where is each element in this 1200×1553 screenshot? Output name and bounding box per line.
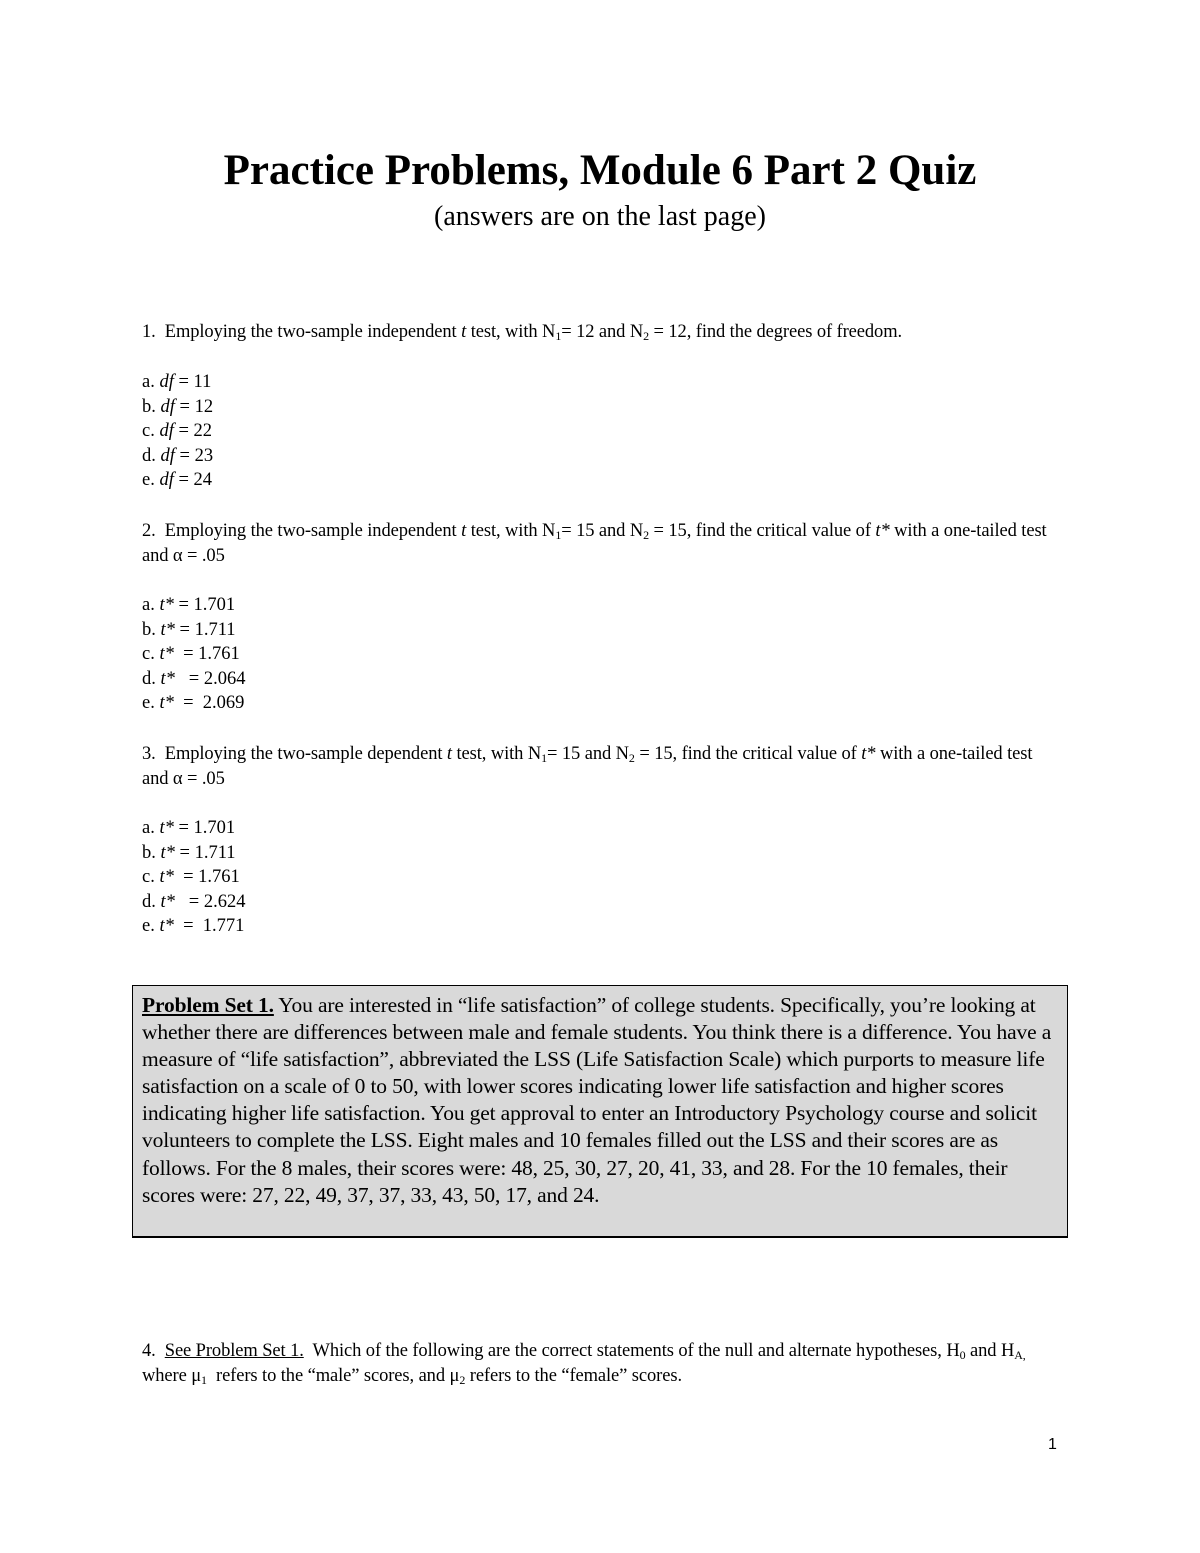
page-title: Practice Problems, Module 6 Part 2 Quiz [223, 147, 977, 194]
question-3: 3. Employing the two-sample dependent t test, with $N_1= 15$ and $N_2 = 15$, find the critical value of t* with a one-tailed test and α = .05 [142, 744, 1033, 789]
option-variable: df [159, 470, 174, 491]
option-value: = 1.701 [173, 818, 236, 838]
option-variable: df [159, 372, 174, 392]
option-variable: t* [159, 916, 174, 937]
question-number: 1. [142, 322, 156, 342]
problem-set-reference: See Problem Set 1. [164, 1341, 304, 1361]
page-subtitle: (answers are on the last page) [434, 201, 766, 232]
option-letter: b. [142, 842, 156, 863]
option-value: = 1.771 [173, 916, 245, 937]
option-variable: t* [160, 619, 175, 640]
problem-set-box [132, 985, 1068, 1238]
question-2-options [142, 593, 245, 716]
option-letter: d. [142, 668, 156, 689]
option-value: = 1.761 [173, 867, 240, 888]
answer-option [142, 667, 245, 692]
option-letter: d. [142, 445, 156, 466]
option-variable: df [159, 421, 174, 442]
answer-option [142, 890, 245, 915]
option-letter: e. [142, 916, 155, 937]
option-value: = 22 [173, 421, 213, 442]
answer-option [142, 419, 213, 444]
question-number: 2. [142, 521, 156, 541]
option-letter: c. [142, 644, 155, 665]
question-number: 4. [142, 1341, 156, 1361]
option-value: = 2.624 [174, 891, 246, 912]
option-variable: t* [159, 595, 174, 615]
option-letter: e. [142, 693, 155, 714]
question-3-options [142, 816, 245, 939]
option-value: = 1.711 [174, 619, 236, 640]
option-value: = 12 [174, 396, 214, 417]
option-variable: df [160, 445, 175, 466]
answer-option [142, 468, 213, 493]
option-variable: t* [160, 668, 175, 689]
question-2: 2. Employing the two-sample independent t test, with $N_1= 15$ and $N_2 = 15$, find the critical value of t* with a one-tailed test and α = .05 [142, 521, 1047, 566]
answer-option [142, 444, 213, 469]
question-1-options [142, 370, 213, 493]
option-variable: t* [159, 693, 174, 714]
answer-option [142, 395, 213, 420]
page-number: 1 [1048, 1436, 1057, 1453]
option-variable: t* [159, 644, 174, 665]
option-value: = 11 [173, 372, 212, 392]
option-letter: a. [142, 595, 155, 615]
option-letter: c. [142, 867, 155, 888]
question-1: 1. Employing the two-sample independent t test, with $N_1= 12$ and $N_2 = 12$, find the degrees of freedom. [142, 322, 903, 343]
problem-set-body: You are interested in “life satisfaction” of college students. Specifically, you’re looking at whether there are differences between male and female students. You think there is a difference. You have a measure of “life satisfaction”, abbreviated the LSS (Life Satisfaction Scale) which purports to measure life satisfaction on a scale of 0 to 50, with lower scores indicating lower life satisfaction and higher scores indicating higher life satisfaction. You get approval to enter an Introductory Psychology course and solicit volunteers to complete the LSS. Eight males and 10 females filled out the LSS and their scores are as follows. For the 8 males, their scores were: 48, 25, 30, 27, 20, 41, 33, and 28. For the 10 females, their scores were: 27, 22, 49, 37, 37, 33, 43, 50, 17, and 24. [142, 993, 1052, 1207]
answer-option [142, 816, 245, 841]
answer-option [142, 370, 213, 395]
answer-option [142, 865, 245, 890]
answer-option [142, 642, 245, 667]
option-letter: e. [142, 470, 155, 491]
option-letter: d. [142, 891, 156, 912]
option-value: = 1.701 [173, 595, 236, 615]
option-letter: b. [142, 396, 156, 417]
option-value: = 1.711 [174, 842, 236, 863]
option-value: = 2.064 [174, 668, 246, 689]
option-letter: a. [142, 818, 155, 838]
answer-option [142, 914, 245, 939]
option-variable: df [160, 396, 175, 417]
answer-option [142, 841, 245, 866]
answer-option [142, 691, 245, 716]
question-4: 4. See Problem Set 1. Which of the following are the correct statements of the null and alternate hypotheses, $H_0$ and $H_{A,}$ where $\mu_1$ refers to the “male” scores, and $\mu_2$ refers to the “female” scores. [142, 1341, 1026, 1387]
problem-set-label: Problem Set 1. [142, 993, 274, 1017]
option-letter: c. [142, 421, 155, 442]
option-variable: t* [159, 818, 174, 838]
answer-option [142, 593, 245, 618]
option-value: = 23 [174, 445, 214, 466]
option-value: = 2.069 [173, 693, 245, 714]
question-number: 3. [142, 744, 156, 764]
answer-option [142, 618, 245, 643]
option-letter: b. [142, 619, 156, 640]
option-letter: a. [142, 372, 155, 392]
option-variable: t* [160, 891, 175, 912]
option-variable: t* [160, 842, 175, 863]
option-value: = 24 [173, 470, 213, 491]
option-variable: t* [159, 867, 174, 888]
option-value: = 1.761 [173, 644, 240, 665]
